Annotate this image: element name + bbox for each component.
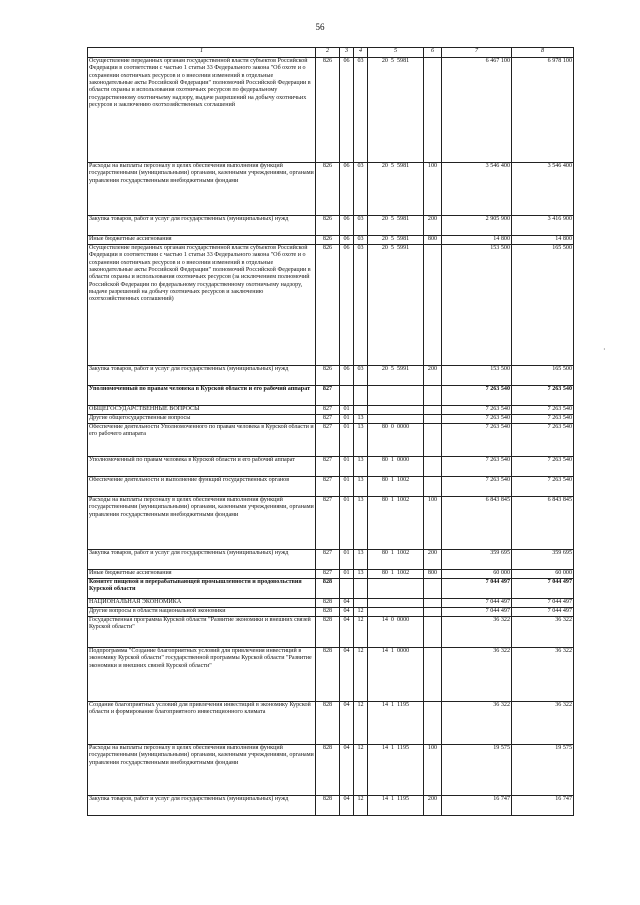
amount-year1-cell: 7 263 540	[442, 406, 512, 415]
section-cell: 01	[340, 550, 354, 570]
section-cell: 06	[340, 163, 354, 216]
target-article-part: 0	[390, 617, 394, 623]
target-article-part: 14	[381, 745, 389, 751]
section-cell: 01	[340, 477, 354, 497]
row-name-cell: Обеспечение деятельности Уполномоченного по правам человека в Курской области и его рабочего аппарата	[88, 424, 316, 457]
target-article-part: 1	[390, 497, 394, 503]
expense-type-cell: 800	[424, 236, 442, 245]
grbs-cell: 827	[316, 424, 340, 457]
target-article-cell	[368, 745, 424, 796]
table-row	[88, 216, 574, 236]
target-article-part: 20	[381, 216, 388, 222]
target-article-part: 1002	[396, 550, 410, 556]
target-article-cell	[368, 58, 424, 163]
target-article-part: 5	[390, 366, 394, 372]
amount-year2-cell: 19 575	[512, 745, 574, 796]
subsection-cell: 12	[354, 617, 368, 648]
target-article-cell	[368, 386, 424, 406]
target-article-part: 14	[381, 702, 389, 708]
amount-year1-cell: 60 000	[442, 570, 512, 579]
subsection-cell: 12	[354, 702, 368, 745]
amount-year2-cell: 7 044 497	[512, 579, 574, 599]
target-article-cell	[368, 617, 424, 648]
target-article-cell	[368, 163, 424, 216]
target-article-part: 1002	[396, 570, 410, 576]
section-cell: 04	[340, 796, 354, 816]
section-cell: 06	[340, 366, 354, 386]
target-article-part: 80	[381, 424, 388, 430]
section-cell: 06	[340, 216, 354, 236]
section-cell: 01	[340, 457, 354, 477]
target-article-code	[382, 617, 409, 624]
subsection-cell	[354, 386, 368, 406]
target-article-part: 20	[381, 236, 388, 242]
target-article-code	[382, 796, 409, 803]
target-article-cell	[368, 702, 424, 745]
subsection-cell: 12	[354, 648, 368, 702]
amount-year1-cell: 7 263 540	[442, 477, 512, 497]
header-row	[88, 48, 574, 58]
subsection-cell	[354, 406, 368, 415]
target-article-cell	[368, 497, 424, 550]
row-name-cell: Осуществление переданных органам государственной власти субъектов Российской Федерации в соответствии с частью 1 статьи 33 Федерального закона "Об охоте и о сохранении охотничьих ресурсов и о внесении изменений в отдельные законодательные акты Российской Федерации" полномочий Российской Федерации в области охраны и использования охотничьих ресурсов (за исключением полномочий Российской Федерации по федеральному государственному охотничьему надзору, выдаче разрешений на добычу охотничьих ресурсов и заключению охотхозяйственных соглашений)	[88, 245, 316, 366]
amount-year2-cell: 6 978 100	[512, 58, 574, 163]
amount-year2-cell: 16 747	[512, 796, 574, 816]
target-article-code	[382, 366, 409, 373]
table-row	[88, 608, 574, 617]
target-article-cell	[368, 477, 424, 497]
target-article-part: 20	[381, 366, 388, 372]
target-article-part: 1195	[397, 702, 410, 708]
table-row	[88, 702, 574, 745]
target-article-cell	[368, 550, 424, 570]
amount-year1-cell: 16 747	[442, 796, 512, 816]
row-name-cell: Создание благоприятных условий для привлечения инвестиций в экономику Курской области и формирование благоприятного инвестиционного климата	[88, 702, 316, 745]
target-article-part: 1195	[397, 745, 410, 751]
table-row	[88, 745, 574, 796]
section-cell: 01	[340, 415, 354, 424]
row-name-cell: ОБЩЕГОСУДАРСТВЕННЫЕ ВОПРОСЫ	[88, 406, 316, 415]
expense-type-cell	[424, 702, 442, 745]
target-article-cell	[368, 415, 424, 424]
expense-type-cell	[424, 477, 442, 497]
target-article-cell	[368, 216, 424, 236]
subsection-cell: 13	[354, 457, 368, 477]
grbs-cell: 827	[316, 386, 340, 406]
table-row	[88, 386, 574, 406]
row-name-cell: Закупка товаров, работ и услуг для государственных (муниципальных) нужд	[88, 550, 316, 570]
target-article-part: 80	[381, 550, 388, 556]
page-number: 56	[315, 22, 325, 32]
amount-year2-cell: 7 044 497	[512, 599, 574, 608]
amount-year1-cell: 153 500	[442, 245, 512, 366]
amount-year1-cell: 2 905 900	[442, 216, 512, 236]
amount-year1-cell: 359 695	[442, 550, 512, 570]
target-article-cell	[368, 579, 424, 599]
subsection-cell	[354, 579, 368, 599]
target-article-part: 0000	[396, 617, 410, 623]
grbs-cell: 827	[316, 550, 340, 570]
grbs-cell: 826	[316, 245, 340, 366]
target-article-code	[382, 163, 409, 170]
target-article-part: 1	[391, 745, 395, 751]
expense-type-cell	[424, 386, 442, 406]
target-article-part: 0	[390, 424, 394, 430]
target-article-part: 5	[390, 58, 394, 64]
budget-table	[87, 47, 574, 816]
expense-type-cell	[424, 599, 442, 608]
expense-type-cell: 100	[424, 163, 442, 216]
amount-year1-cell: 6 843 845	[442, 497, 512, 550]
target-article-code	[382, 570, 409, 577]
expense-type-cell	[424, 608, 442, 617]
target-article-code	[382, 457, 409, 464]
subsection-cell	[354, 599, 368, 608]
expense-type-cell	[424, 457, 442, 477]
table-row	[88, 58, 574, 163]
row-name-cell: Расходы на выплаты персоналу в целях обеспечения выполнения функций государственными (муниципальными) органами, казенными учреждениями, органами управления государственными внебюджетными фондами	[88, 497, 316, 550]
target-article-part: 1	[390, 457, 394, 463]
row-name-cell: Расходы на выплаты персоналу в целях обеспечения выполнения функций государственными (муниципальными) органами, казенными учреждениями, органами управления государственными внебюджетными фондами	[88, 745, 316, 796]
amount-year1-cell: 7 044 497	[442, 599, 512, 608]
table-row	[88, 796, 574, 816]
table-row	[88, 245, 574, 366]
amount-year2-cell: 36 322	[512, 648, 574, 702]
target-article-part: 80	[381, 457, 388, 463]
row-name-cell: Другие общегосударственные вопросы	[88, 415, 316, 424]
section-cell	[340, 386, 354, 406]
amount-year1-cell: 6 467 100	[442, 58, 512, 163]
grbs-cell: 828	[316, 617, 340, 648]
subsection-cell: 03	[354, 216, 368, 236]
table-row	[88, 599, 574, 608]
amount-year2-cell: 3 546 400	[512, 163, 574, 216]
section-cell: 04	[340, 608, 354, 617]
margin-mark: ·	[603, 345, 606, 354]
section-cell: 04	[340, 745, 354, 796]
col-header-1: 1	[88, 48, 316, 58]
target-article-part: 1	[390, 570, 394, 576]
target-article-part: 1	[391, 702, 395, 708]
expense-type-cell	[424, 58, 442, 163]
expense-type-cell	[424, 424, 442, 457]
subsection-cell: 13	[354, 550, 368, 570]
section-cell: 01	[340, 497, 354, 550]
subsection-cell: 13	[354, 415, 368, 424]
target-article-part: 5981	[396, 236, 410, 242]
target-article-part: 5	[390, 216, 394, 222]
target-article-code	[382, 648, 409, 655]
table-row	[88, 415, 574, 424]
target-article-part: 20	[381, 163, 388, 169]
row-name-cell: Уполномоченный по правам человека в Курской области и его рабочий аппарат	[88, 386, 316, 406]
amount-year2-cell: 36 322	[512, 617, 574, 648]
grbs-cell: 828	[316, 648, 340, 702]
expense-type-cell	[424, 415, 442, 424]
section-cell: 06	[340, 236, 354, 245]
target-article-part: 5	[390, 245, 394, 251]
row-name-cell: Уполномоченный по правам человека в Курской области и его рабочий аппарат	[88, 457, 316, 477]
grbs-cell: 826	[316, 366, 340, 386]
section-cell: 01	[340, 570, 354, 579]
amount-year1-cell: 7 263 540	[442, 424, 512, 457]
section-cell: 04	[340, 702, 354, 745]
expense-type-cell	[424, 245, 442, 366]
expense-type-cell	[424, 648, 442, 702]
table-row	[88, 617, 574, 648]
subsection-cell: 03	[354, 366, 368, 386]
grbs-cell: 828	[316, 745, 340, 796]
grbs-cell: 827	[316, 477, 340, 497]
row-name-cell: Расходы на выплаты персоналу в целях обеспечения выполнения функций государственными (муниципальными) органами, казенными учреждениями, органами управления государственными внебюджетными фондами	[88, 163, 316, 216]
subsection-cell: 13	[354, 497, 368, 550]
row-name-cell: НАЦИОНАЛЬНАЯ ЭКОНОМИКА	[88, 599, 316, 608]
table-body	[88, 58, 574, 816]
subsection-cell: 12	[354, 796, 368, 816]
table-row	[88, 579, 574, 599]
target-article-part: 1	[390, 550, 394, 556]
amount-year2-cell: 165 500	[512, 366, 574, 386]
grbs-cell: 827	[316, 406, 340, 415]
grbs-cell: 826	[316, 216, 340, 236]
expense-type-cell	[424, 579, 442, 599]
target-article-part: 1002	[396, 477, 410, 483]
row-name-cell: Осуществление переданных органам государственной власти субъектов Российской Федерации в соответствии с частью 1 статьи 33 Федерального закона "Об охоте и о сохранении охотничьих ресурсов и о внесении изменений в отдельные законодательные акты Российской Федерации" полномочий Российской Федерации в области охраны и использования охотничьих ресурсов по федеральному государственному охотничьему надзору, выдаче разрешений на добычу охотничьих ресурсов и заключению охотхозяйственных соглашений	[88, 58, 316, 163]
target-article-code	[382, 702, 409, 709]
grbs-cell: 828	[316, 796, 340, 816]
row-name-cell: Комитет пищевой и перерабатывающей промышленности и продовольствия Курской области	[88, 579, 316, 599]
expense-type-cell: 800	[424, 570, 442, 579]
amount-year2-cell: 7 263 540	[512, 424, 574, 457]
expense-type-cell: 100	[424, 745, 442, 796]
amount-year1-cell: 36 322	[442, 648, 512, 702]
subsection-cell: 03	[354, 245, 368, 366]
target-article-part: 5	[390, 236, 394, 242]
target-article-code	[382, 497, 409, 504]
amount-year1-cell: 153 500	[442, 366, 512, 386]
table-row	[88, 406, 574, 415]
section-cell	[340, 579, 354, 599]
section-cell: 06	[340, 58, 354, 163]
amount-year2-cell: 6 843 845	[512, 497, 574, 550]
target-article-cell	[368, 424, 424, 457]
target-article-cell	[368, 366, 424, 386]
target-article-cell	[368, 236, 424, 245]
col-header-7: 7	[442, 48, 512, 58]
amount-year2-cell: 3 416 900	[512, 216, 574, 236]
subsection-cell: 13	[354, 424, 368, 457]
grbs-cell: 827	[316, 497, 340, 550]
amount-year2-cell: 7 263 540	[512, 457, 574, 477]
target-article-code	[382, 745, 409, 752]
target-article-part: 0000	[396, 457, 410, 463]
subsection-cell: 13	[354, 477, 368, 497]
section-cell: 04	[340, 617, 354, 648]
amount-year1-cell: 7 263 540	[442, 386, 512, 406]
subsection-cell: 03	[354, 163, 368, 216]
col-header-3: 3	[340, 48, 354, 58]
grbs-cell: 826	[316, 163, 340, 216]
target-article-cell	[368, 406, 424, 415]
target-article-part: 80	[381, 477, 388, 483]
grbs-cell: 826	[316, 58, 340, 163]
expense-type-cell: 200	[424, 216, 442, 236]
target-article-part: 14	[381, 617, 388, 623]
amount-year1-cell: 36 322	[442, 702, 512, 745]
subsection-cell: 13	[354, 570, 368, 579]
row-name-cell: Подпрограмма "Создание благоприятных условий для привлечения инвестиций в экономику Курской области" государственной программы Курской области "Развитие экономики и внешних связей Курской области"	[88, 648, 316, 702]
subsection-cell: 03	[354, 58, 368, 163]
grbs-cell: 828	[316, 702, 340, 745]
amount-year1-cell: 7 044 497	[442, 608, 512, 617]
section-cell: 04	[340, 599, 354, 608]
table-row	[88, 236, 574, 245]
amount-year1-cell: 3 546 400	[442, 163, 512, 216]
amount-year1-cell: 36 322	[442, 617, 512, 648]
grbs-cell: 828	[316, 579, 340, 599]
row-name-cell: Обеспечение деятельности и выполнение функций государственных органов	[88, 477, 316, 497]
grbs-cell: 827	[316, 415, 340, 424]
amount-year2-cell: 60 000	[512, 570, 574, 579]
grbs-cell: 828	[316, 599, 340, 608]
target-article-part: 14	[381, 796, 389, 802]
row-name-cell: Другие вопросы в области национальной экономики	[88, 608, 316, 617]
target-article-part: 1195	[397, 796, 410, 802]
table-row	[88, 477, 574, 497]
target-article-part: 0000	[396, 424, 410, 430]
target-article-cell	[368, 457, 424, 477]
section-cell: 01	[340, 424, 354, 457]
amount-year1-cell: 7 263 540	[442, 457, 512, 477]
amount-year2-cell: 7 263 540	[512, 415, 574, 424]
grbs-cell: 828	[316, 608, 340, 617]
col-header-8: 8	[512, 48, 574, 58]
target-article-code	[382, 236, 409, 243]
expense-type-cell: 200	[424, 796, 442, 816]
amount-year2-cell: 7 263 540	[512, 477, 574, 497]
row-name-cell: Иные бюджетные ассигнования	[88, 570, 316, 579]
expense-type-cell	[424, 406, 442, 415]
row-name-cell: Закупка товаров, работ и услуг для государственных (муниципальных) нужд	[88, 216, 316, 236]
amount-year1-cell: 14 800	[442, 236, 512, 245]
row-name-cell: Иные бюджетные ассигнования	[88, 236, 316, 245]
target-article-cell	[368, 608, 424, 617]
amount-year1-cell: 7 263 540	[442, 415, 512, 424]
table-row	[88, 550, 574, 570]
amount-year2-cell: 165 500	[512, 245, 574, 366]
target-article-part: 1	[391, 796, 395, 802]
col-header-5: 5	[368, 48, 424, 58]
table-row	[88, 570, 574, 579]
amount-year1-cell: 7 044 497	[442, 579, 512, 599]
target-article-cell	[368, 245, 424, 366]
amount-year2-cell: 359 695	[512, 550, 574, 570]
table-row	[88, 648, 574, 702]
subsection-cell: 12	[354, 745, 368, 796]
section-cell: 01	[340, 406, 354, 415]
amount-year2-cell: 7 263 540	[512, 406, 574, 415]
expense-type-cell	[424, 617, 442, 648]
amount-year2-cell: 7 263 540	[512, 386, 574, 406]
expense-type-cell: 100	[424, 497, 442, 550]
target-article-part: 1002	[396, 497, 410, 503]
amount-year2-cell: 36 322	[512, 702, 574, 745]
target-article-part: 0000	[396, 648, 410, 654]
table-row	[88, 424, 574, 457]
subsection-cell: 12	[354, 608, 368, 617]
col-header-4: 4	[354, 48, 368, 58]
table-row	[88, 457, 574, 477]
target-article-cell	[368, 570, 424, 579]
target-article-code	[382, 424, 409, 431]
expense-type-cell: 200	[424, 550, 442, 570]
target-article-part: 5	[390, 163, 394, 169]
col-header-6: 6	[424, 48, 442, 58]
row-name-cell: Государственная программа Курской области "Развитие экономики и внешних связей Курской области"	[88, 617, 316, 648]
target-article-code	[382, 216, 409, 223]
grbs-cell: 827	[316, 570, 340, 579]
target-article-cell	[368, 796, 424, 816]
target-article-part: 5981	[396, 163, 410, 169]
table-row	[88, 497, 574, 550]
target-article-part: 5981	[396, 216, 410, 222]
target-article-cell	[368, 648, 424, 702]
col-header-2: 2	[316, 48, 340, 58]
target-article-part: 14	[381, 648, 388, 654]
target-article-part: 20	[381, 58, 388, 64]
target-article-part: 1	[390, 477, 394, 483]
amount-year1-cell: 19 575	[442, 745, 512, 796]
subsection-cell: 03	[354, 236, 368, 245]
table-row	[88, 366, 574, 386]
target-article-code	[382, 58, 409, 65]
amount-year2-cell: 7 044 497	[512, 608, 574, 617]
target-article-part: 80	[381, 497, 388, 503]
expense-type-cell: 200	[424, 366, 442, 386]
target-article-part: 80	[381, 570, 388, 576]
target-article-part: 5981	[396, 58, 410, 64]
row-name-cell: Закупка товаров, работ и услуг для государственных (муниципальных) нужд	[88, 796, 316, 816]
section-cell: 04	[340, 648, 354, 702]
target-article-code	[382, 245, 409, 252]
table-row	[88, 163, 574, 216]
target-article-part: 20	[381, 245, 388, 251]
grbs-cell: 826	[316, 236, 340, 245]
target-article-cell	[368, 599, 424, 608]
amount-year2-cell: 14 800	[512, 236, 574, 245]
target-article-part: 5991	[396, 366, 410, 372]
grbs-cell: 827	[316, 457, 340, 477]
row-name-cell: Закупка товаров, работ и услуг для государственных (муниципальных) нужд	[88, 366, 316, 386]
section-cell: 06	[340, 245, 354, 366]
target-article-part: 5991	[396, 245, 410, 251]
target-article-code	[382, 550, 409, 557]
target-article-code	[382, 477, 409, 484]
target-article-part: 1	[390, 648, 394, 654]
